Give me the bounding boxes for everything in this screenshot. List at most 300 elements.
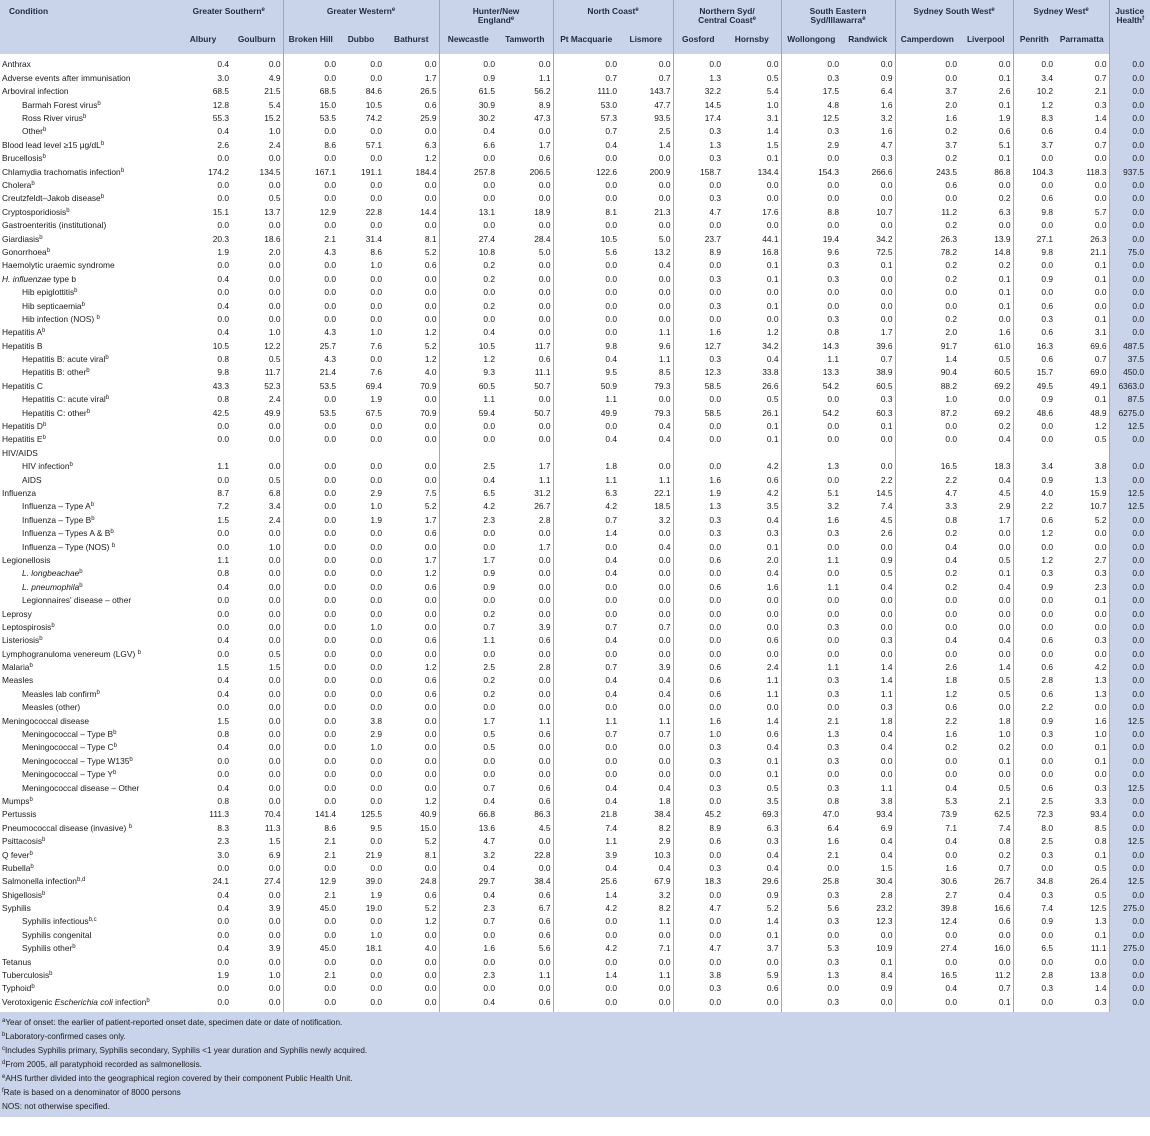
rate-cell: 0.7	[605, 662, 618, 673]
rate-cell: 14.5	[841, 487, 895, 500]
rate-cell: 8.9	[497, 98, 553, 111]
rate-cell: 0.0	[231, 527, 283, 540]
rate-cell: 1.4	[841, 661, 895, 674]
rate-cell: 0.3	[827, 742, 840, 753]
rate-cell: 43.3	[212, 380, 229, 391]
rate-cell: 0.7	[483, 916, 496, 927]
condition-label: Cryptosporidiosis	[2, 206, 67, 217]
rate-cell: 0.0	[1041, 59, 1054, 70]
table-row	[0, 982, 1150, 995]
rate-cell: 2.1	[827, 715, 840, 726]
footnote-marker: b	[91, 515, 95, 522]
rate-cell: 67.5	[365, 407, 383, 418]
rate-cell: 23.2	[841, 902, 895, 915]
rate-cell: 0.4	[841, 848, 895, 861]
rate-cell: 17.4	[704, 113, 722, 124]
rate-cell: 84.6	[365, 86, 383, 97]
rate-cell: 0.0	[324, 929, 337, 940]
table-row	[0, 701, 1150, 714]
rate-cell: 0.0	[1109, 915, 1150, 928]
rate-cell: 74.2	[365, 113, 383, 124]
rate-cell: 0.6	[497, 915, 553, 928]
rate-cell: 0.1	[723, 540, 781, 553]
rate-cell: 0.0	[231, 701, 283, 714]
condition-name	[0, 728, 175, 741]
condition-label: AIDS	[22, 474, 42, 485]
rate-cell: 0.3	[1055, 634, 1109, 647]
rate-cell: 5.1	[959, 138, 1013, 151]
area-column-header: Broken Hill	[283, 31, 338, 54]
rate-cell: 0.0	[231, 982, 283, 995]
region-label-line: Northern Syd/	[699, 6, 755, 16]
rate-cell	[781, 446, 841, 459]
rate-cell: 2.1	[959, 794, 1013, 807]
rate-cell: 21.9	[365, 849, 383, 860]
rate-cell: 0.0	[1055, 647, 1109, 660]
rate-cell: 57.3	[600, 113, 618, 124]
rate-cell: 0.0	[1109, 794, 1150, 807]
rate-cell: 0.0	[384, 754, 439, 767]
rate-cell: 6.7	[497, 902, 553, 915]
rate-cell: 39.0	[365, 876, 383, 887]
rate-cell: 1.2	[384, 567, 439, 580]
rate-cell: 13.9	[959, 232, 1013, 245]
rate-cell: 4.2	[605, 903, 618, 914]
rate-cell: 0.0	[497, 982, 553, 995]
rate-cell: 38.4	[497, 875, 553, 888]
rate-cell: 0.3	[827, 126, 840, 137]
rate-cell: 0.0	[497, 326, 553, 339]
rate-cell: 0.8	[217, 729, 229, 740]
footnote-row	[0, 1100, 1150, 1117]
rate-cell: 0.1	[1055, 312, 1109, 325]
rate-cell: 0.0	[841, 620, 895, 633]
rate-cell: 2.1	[324, 889, 337, 900]
rate-cell: 1.6	[709, 474, 722, 485]
rate-cell: 50.7	[497, 406, 553, 419]
rate-cell: 0.0	[324, 688, 337, 699]
table-row	[0, 500, 1150, 513]
rate-cell: 2.5	[483, 461, 496, 472]
footnote-marker: b	[146, 997, 150, 1004]
rate-cell: 0.5	[231, 647, 283, 660]
footnote-marker: b	[42, 890, 46, 897]
rate-cell: 2.6	[217, 139, 229, 150]
rate-cell: 0.3	[723, 527, 781, 540]
rate-cell: 4.2	[605, 501, 618, 512]
rate-cell: 0.0	[483, 956, 496, 967]
rate-cell: 0.6	[384, 98, 439, 111]
group-header-row	[0, 0, 1150, 31]
rate-cell: 0.0	[841, 299, 895, 312]
rate-cell: 0.0	[619, 607, 673, 620]
rate-cell: 1.8	[841, 714, 895, 727]
rate-cell: 0.0	[1109, 701, 1150, 714]
rate-cell: 0.0	[723, 620, 781, 633]
rate-cell: 0.0	[497, 420, 553, 433]
rate-cell: 0.0	[497, 192, 553, 205]
rate-cell: 0.0	[324, 755, 337, 766]
rate-cell: 134.5	[231, 165, 283, 178]
rate-cell: 0.7	[483, 782, 496, 793]
rate-cell: 0.7	[619, 620, 673, 633]
footnote-marker: b	[29, 850, 33, 857]
rate-cell: 0.5	[959, 553, 1013, 566]
footnote-marker: b	[31, 984, 35, 991]
rate-cell: 11.7	[497, 339, 553, 352]
rate-cell: 0.6	[1041, 688, 1054, 699]
rate-cell: 0.0	[1055, 286, 1109, 299]
rate-cell: 0.0	[959, 219, 1013, 232]
condition-name	[0, 902, 175, 915]
rate-cell: 0.0	[231, 634, 283, 647]
rate-cell: 68.5	[319, 86, 337, 97]
rate-cell: 0.4	[945, 554, 958, 565]
rate-cell	[1055, 446, 1109, 459]
table-row	[0, 634, 1150, 647]
rate-cell: 8.1	[384, 848, 439, 861]
rate-cell: 0.7	[605, 729, 618, 740]
rate-cell: 0.0	[324, 153, 337, 164]
rate-cell: 0.0	[841, 460, 895, 473]
rate-cell: 0.6	[1041, 300, 1054, 311]
rate-cell: 10.9	[841, 942, 895, 955]
rate-cell: 70.9	[384, 406, 439, 419]
rate-cell: 0.0	[1109, 969, 1150, 982]
rate-cell: 0.0	[709, 568, 722, 579]
rate-cell: 4.5	[841, 513, 895, 526]
rate-cell: 0.3	[827, 782, 840, 793]
rate-cell: 1.2	[384, 794, 439, 807]
rate-cell: 0.0	[217, 541, 229, 552]
rate-cell: 0.0	[231, 460, 283, 473]
rate-cell: 0.5	[231, 473, 283, 486]
rate-cell: 8.6	[324, 139, 337, 150]
condition-label: Hepatitis A	[2, 327, 43, 338]
rate-cell: 0.0	[370, 956, 383, 967]
rate-cell: 158.7	[700, 166, 722, 177]
footnote-text: From 2005, all paratyphoid recorded as salmonellosis.	[5, 1060, 202, 1070]
rate-cell: 0.4	[217, 126, 229, 137]
rate-cell: 0.7	[959, 982, 1013, 995]
rate-cell: 13.2	[619, 245, 673, 258]
rate-cell: 0.9	[1041, 394, 1054, 405]
table-row	[0, 607, 1150, 620]
rate-cell: 6.9	[231, 848, 283, 861]
rate-cell: 59.4	[478, 407, 496, 418]
rate-cell: 0.0	[1109, 754, 1150, 767]
rate-cell: 0.7	[619, 728, 673, 741]
rate-cell: 0.0	[497, 219, 553, 232]
rate-cell: 1.5	[231, 661, 283, 674]
table-row	[0, 527, 1150, 540]
rate-cell: 4.0	[1041, 487, 1054, 498]
footnote-marker: b	[110, 529, 114, 536]
rate-cell: 16.3	[1036, 340, 1054, 351]
rate-cell: 1.1	[827, 581, 840, 592]
rate-cell: 48.9	[1055, 406, 1109, 419]
rate-cell: 0.0	[384, 473, 439, 486]
rate-cell: 12.5	[1109, 500, 1150, 513]
rate-cell: 0.0	[497, 674, 553, 687]
rate-cell: 0.9	[1041, 715, 1054, 726]
rate-cell: 0.0	[827, 929, 840, 940]
rate-cell: 0.0	[605, 541, 618, 552]
condition-label: Meningococcal – Type W135	[22, 755, 130, 766]
rate-cell: 0.0	[619, 580, 673, 593]
rate-cell: 0.0	[324, 595, 337, 606]
condition-name	[0, 567, 175, 580]
condition-label: Influenza	[2, 487, 36, 498]
rate-cell: 12.5	[1109, 487, 1150, 500]
rate-cell: 5.6	[605, 246, 618, 257]
rate-cell: 0.0	[605, 327, 618, 338]
rate-cell: 91.7	[940, 340, 958, 351]
region-label-line: Hunter/New	[472, 6, 520, 16]
rate-cell: 30.2	[478, 113, 496, 124]
rate-cell: 0.4	[723, 513, 781, 526]
rate-cell: 118.3	[1055, 165, 1109, 178]
rate-cell: 0.0	[841, 607, 895, 620]
rate-cell: 11.1	[497, 366, 553, 379]
condition-name	[0, 312, 175, 325]
rate-cell: 1.1	[605, 394, 618, 405]
rate-cell: 34.2	[841, 232, 895, 245]
rate-cell: 0.0	[945, 59, 958, 70]
rate-cell: 0.0	[945, 769, 958, 780]
condition-name	[0, 741, 175, 754]
rate-cell: 3.9	[619, 661, 673, 674]
rate-cell: 0.0	[723, 312, 781, 325]
condition-label: Gastroenteritis (institutional)	[2, 220, 107, 231]
condition-label: Pneumococcal disease (invasive)	[2, 822, 129, 833]
region-group-header	[1013, 0, 1109, 31]
rate-cell: 0.4	[217, 675, 229, 686]
rate-cell: 0.0	[217, 220, 229, 231]
rate-cell: 0.0	[1109, 58, 1150, 71]
rate-cell: 0.3	[1055, 995, 1109, 1011]
footnote-marker: b	[112, 770, 117, 777]
rate-cell: 0.0	[217, 956, 229, 967]
rate-cell: 1.7	[497, 460, 553, 473]
rate-cell: 2.8	[497, 513, 553, 526]
condition-name	[0, 446, 175, 459]
rate-cell: 154.3	[818, 166, 840, 177]
rate-cell: 12.5	[822, 113, 840, 124]
rate-cell: 0.0	[1109, 192, 1150, 205]
rate-cell: 0.0	[1041, 434, 1054, 445]
rate-cell: 1.1	[619, 714, 673, 727]
rate-cell: 2.4	[231, 138, 283, 151]
footnote-marker: b	[29, 663, 33, 670]
rate-cell: 86.3	[497, 808, 553, 821]
rate-cell: 0.4	[217, 59, 229, 70]
footnote-marker: b	[42, 422, 47, 429]
rate-cell: 0.0	[231, 687, 283, 700]
condition-label: Hepatitis C	[2, 380, 43, 391]
rate-cell: 0.9	[1041, 273, 1054, 284]
rate-cell: 49.5	[1036, 380, 1054, 391]
rate-cell: 0.0	[827, 193, 840, 204]
table-row	[0, 379, 1150, 392]
rate-cell	[1109, 446, 1150, 459]
footnote-marker: e	[391, 7, 396, 13]
footnote	[0, 1072, 1150, 1086]
rate-cell: 2.1	[324, 849, 337, 860]
condition-label: Hepatitis D	[2, 421, 43, 432]
condition-name	[0, 112, 175, 125]
rate-cell: 1.6	[841, 98, 895, 111]
rate-cell: 0.0	[324, 421, 337, 432]
rate-cell: 9.6	[619, 339, 673, 352]
rate-cell: 0.4	[217, 782, 229, 793]
condition-label: Blood lead level ≥15 μg/dL	[2, 139, 101, 150]
condition-name	[0, 138, 175, 151]
rate-cell: 0.1	[959, 299, 1013, 312]
rate-cell: 0.0	[709, 434, 722, 445]
condition-name	[0, 915, 175, 928]
rate-cell: 0.0	[945, 956, 958, 967]
rate-cell: 0.0	[370, 635, 383, 646]
rate-cell: 18.1	[365, 943, 383, 954]
footnote-marker: b	[79, 582, 83, 589]
rate-cell: 3.9	[497, 620, 553, 633]
rate-cell: 0.0	[370, 608, 383, 619]
rate-cell	[1013, 446, 1055, 459]
rate-cell: 0.0	[709, 929, 722, 940]
footnote-marker: b	[74, 288, 78, 295]
rate-cell: 0.0	[370, 675, 383, 686]
rate-cell: 0.0	[1109, 540, 1150, 553]
rate-cell: 0.0	[605, 742, 618, 753]
rate-cell: 0.3	[1041, 983, 1054, 994]
rate-cell: 0.0	[1109, 808, 1150, 821]
rate-cell: 8.9	[709, 822, 722, 833]
rate-cell: 0.0	[231, 915, 283, 928]
rate-cell	[439, 446, 497, 459]
condition-name	[0, 955, 175, 968]
rate-cell: 2.9	[370, 729, 383, 740]
rate-cell: 0.0	[709, 313, 722, 324]
rate-cell: 1.0	[370, 742, 383, 753]
rate-cell: 0.0	[959, 768, 1013, 781]
table-row	[0, 540, 1150, 553]
rate-cell: 0.0	[370, 662, 383, 673]
rate-cell: 0.3	[1055, 567, 1109, 580]
footnote-marker: b,d	[76, 877, 86, 884]
rate-cell	[283, 446, 338, 459]
rate-cell: 0.4	[959, 580, 1013, 593]
table-row	[0, 393, 1150, 406]
condition-name	[0, 701, 175, 714]
rate-cell: 0.0	[217, 983, 229, 994]
footnote-marker: b	[96, 689, 100, 696]
rate-cell: 191.1	[361, 166, 383, 177]
rate-cell: 0.0	[605, 755, 618, 766]
rate-cell: 21.4	[319, 367, 337, 378]
rate-cell: 0.5	[231, 192, 283, 205]
rate-cell: 0.0	[384, 58, 439, 71]
rate-cell: 0.0	[945, 849, 958, 860]
condition-name	[0, 928, 175, 941]
rate-cell: 0.0	[370, 153, 383, 164]
rate-cell: 2.3	[483, 970, 496, 981]
rate-cell: 0.0	[497, 861, 553, 874]
rate-cell: 0.1	[1055, 594, 1109, 607]
rate-cell: 4.7	[709, 943, 722, 954]
rate-cell: 0.0	[231, 594, 283, 607]
rate-cell: 1.1	[841, 687, 895, 700]
rate-cell: 0.0	[231, 674, 283, 687]
rate-cell: 0.0	[709, 608, 722, 619]
rate-cell: 1.4	[605, 889, 618, 900]
rate-cell: 0.0	[827, 434, 840, 445]
rate-cell: 0.4	[217, 581, 229, 592]
rate-cell: 1.6	[483, 943, 496, 954]
condition-label: Meningococcal disease – Other	[22, 782, 140, 793]
rate-cell: 4.7	[709, 903, 722, 914]
rate-cell: 0.6	[945, 180, 958, 190]
rate-cell: 200.9	[619, 165, 673, 178]
rate-cell: 0.0	[619, 460, 673, 473]
rate-cell: 2.0	[231, 245, 283, 258]
rate-cell: 0.4	[217, 688, 229, 699]
rate-cell: 0.0	[959, 594, 1013, 607]
rate-cell: 0.6	[1041, 327, 1054, 338]
condition-label: Influenza – Type (NOS)	[22, 541, 112, 552]
rate-cell: 0.0	[605, 983, 618, 994]
table-row	[0, 620, 1150, 633]
rate-cell: 1.4	[605, 528, 618, 539]
rate-cell: 2.9	[959, 500, 1013, 513]
rate-cell: 6.3	[605, 487, 618, 498]
rate-cell: 1.0	[945, 394, 958, 405]
rate-cell: 0.0	[497, 741, 553, 754]
rate-cell: 0.0	[231, 580, 283, 593]
rate-cell: 0.0	[709, 769, 722, 780]
region-group-header	[283, 0, 439, 31]
rate-cell: 8.7	[217, 487, 229, 498]
rate-cell: 2.5	[1041, 836, 1054, 847]
rate-cell: 0.1	[723, 152, 781, 165]
rate-cell: 13.6	[478, 822, 496, 833]
rate-cell: 0.0	[231, 286, 283, 299]
rate-cell: 0.6	[945, 702, 958, 713]
footnote-marker: b	[72, 944, 76, 951]
rate-cell: 0.0	[497, 754, 553, 767]
rate-cell: 56.2	[497, 85, 553, 98]
rate-cell: 0.6	[497, 152, 553, 165]
rate-cell: 0.0	[827, 287, 840, 298]
rate-cell: 257.8	[474, 166, 496, 177]
rate-cell: 53.5	[319, 113, 337, 124]
rate-cell: 0.0	[324, 554, 337, 565]
rate-cell: 0.0	[384, 125, 439, 138]
rate-cell: 10.7	[1055, 500, 1109, 513]
condition-label: L. pneumophila	[22, 581, 80, 592]
table-row	[0, 580, 1150, 593]
rate-cell: 12.7	[704, 340, 722, 351]
rate-cell: 0.0	[370, 421, 383, 432]
condition-name	[0, 393, 175, 406]
footnote-marker: b	[100, 194, 105, 201]
rate-cell: 0.8	[827, 795, 840, 806]
footnote-marker: b	[81, 301, 85, 308]
rate-cell: 29.6	[723, 875, 781, 888]
rate-cell: 0.6	[709, 554, 722, 565]
rate-cell: 1.1	[827, 554, 840, 565]
rate-cell: 1.0	[370, 621, 383, 632]
